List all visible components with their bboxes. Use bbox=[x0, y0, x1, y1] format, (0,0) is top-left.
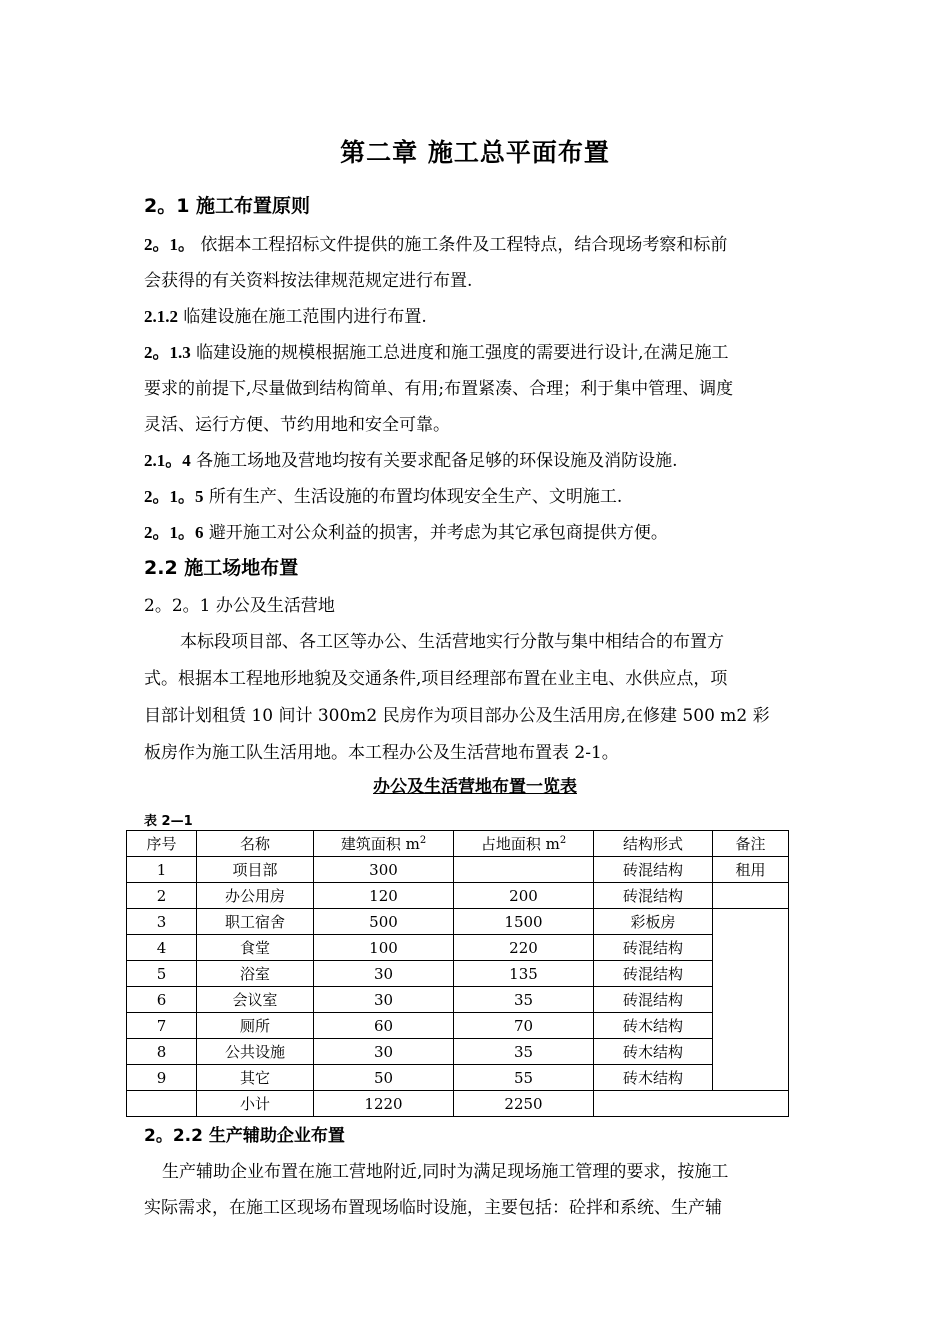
table-cell: 55 bbox=[454, 1065, 594, 1091]
paragraph-text: 临建设施在施工范围内进行布置. bbox=[178, 307, 427, 327]
table-row bbox=[127, 1065, 789, 1091]
table-cell: 砖混结构 bbox=[594, 987, 713, 1013]
table-cell: 职工宿舍 bbox=[197, 909, 314, 935]
table-cell: 厕所 bbox=[197, 1013, 314, 1039]
table-cell: 砖混结构 bbox=[594, 961, 713, 987]
item-number: 2。1。 bbox=[144, 235, 195, 254]
table-cell bbox=[127, 1091, 197, 1117]
paragraph-2-1-1-line-1 bbox=[144, 230, 727, 255]
paragraph-text: 所有生产、生活设施的布置均体现安全生产、文明施工. bbox=[203, 487, 623, 507]
paragraph-2-1-4 bbox=[144, 446, 678, 471]
table-cell: 4 bbox=[127, 935, 197, 961]
table-cell: 砖木结构 bbox=[594, 1013, 713, 1039]
paragraph-text: 各施工场地及营地均按有关要求配备足够的环保设施及消防设施. bbox=[190, 451, 678, 471]
header-cell: 占地面积 $m^2$ bbox=[454, 831, 594, 857]
table-cell bbox=[454, 857, 594, 883]
table-cell: 砖木结构 bbox=[594, 1065, 713, 1091]
table-cell: 30 bbox=[314, 1039, 454, 1065]
paragraph-2-1-3-line-1 bbox=[144, 338, 729, 363]
table-row bbox=[127, 909, 789, 935]
header-cell: 备注 bbox=[713, 831, 789, 857]
table-cell: 9 bbox=[127, 1065, 197, 1091]
paragraph-2-2-2-line-1: 生产辅助企业布置在施工营地附近,同时为满足现场施工管理的要求，按施工 bbox=[162, 1162, 729, 1182]
table-cell: 35 bbox=[454, 987, 594, 1013]
paragraph-2-1-3-line-3: 灵活、运行方便、节约用地和安全可靠。 bbox=[144, 415, 450, 435]
paragraph-2-2-1-line-1: 本标段项目部、各工区等办公、生活营地实行分散与集中相结合的布置方 bbox=[180, 632, 724, 652]
item-number: 2。1.3 bbox=[144, 343, 191, 362]
table-title: 办公及生活营地布置一览表 bbox=[373, 777, 577, 797]
subtotal-label: 小计 bbox=[197, 1091, 314, 1117]
page-title: 第二章 施工总平面布置 bbox=[340, 138, 610, 167]
table-row bbox=[127, 883, 789, 909]
table-row bbox=[127, 961, 789, 987]
header-cell: 序号 bbox=[127, 831, 197, 857]
table-cell: 浴室 bbox=[197, 961, 314, 987]
item-number: 2.1。4 bbox=[144, 451, 191, 470]
subsection-heading-2-2-1: 2。2。1 办公及生活营地 bbox=[144, 596, 335, 616]
header-cell: 建筑面积 $m^2$ bbox=[314, 831, 454, 857]
table-cell: 1 bbox=[127, 857, 197, 883]
table-cell: 100 bbox=[314, 935, 454, 961]
table-header-row bbox=[127, 831, 789, 857]
table-row bbox=[127, 987, 789, 1013]
table-cell: 项目部 bbox=[197, 857, 314, 883]
table-cell: 会议室 bbox=[197, 987, 314, 1013]
table-cell: 300 bbox=[314, 857, 454, 883]
table-cell: 食堂 bbox=[197, 935, 314, 961]
item-number: 2。1。5 bbox=[144, 487, 204, 506]
table-cell: 30 bbox=[314, 987, 454, 1013]
paragraph-2-1-6 bbox=[144, 518, 668, 543]
remarks-merged-cell bbox=[713, 909, 789, 1091]
subtotal-building-area: 1220 bbox=[314, 1091, 454, 1117]
table-cell: 7 bbox=[127, 1013, 197, 1039]
table-cell: 2 bbox=[127, 883, 197, 909]
table-cell: 135 bbox=[454, 961, 594, 987]
paragraph-2-2-2-line-2: 实际需求，在施工区现场布置现场临时设施，主要包括：砼拌和系统、生产辅 bbox=[144, 1198, 722, 1218]
table-cell: 3 bbox=[127, 909, 197, 935]
paragraph-text: 临建设施的规模根据施工总进度和施工强度的需要进行设计,在满足施工 bbox=[190, 343, 729, 363]
paragraph-2-1-1-line-2: 会获得的有关资料按法律规范规定进行布置. bbox=[144, 271, 473, 291]
table-row bbox=[127, 1039, 789, 1065]
paragraph-2-2-1-line-2: 式。根据本工程地形地貌及交通条件,项目经理部布置在业主电、水供应点，项 bbox=[144, 669, 728, 689]
table-cell: 砖混结构 bbox=[594, 883, 713, 909]
table-cell: 其它 bbox=[197, 1065, 314, 1091]
table-cell: 220 bbox=[454, 935, 594, 961]
table-cell: 6 bbox=[127, 987, 197, 1013]
table-cell: 5 bbox=[127, 961, 197, 987]
header-cell: 名称 bbox=[197, 831, 314, 857]
table-cell: 办公用房 bbox=[197, 883, 314, 909]
section-heading-2-1: 2。1 施工布置原则 bbox=[144, 195, 311, 217]
item-number: 2.1.2 bbox=[144, 307, 178, 326]
table-row bbox=[127, 935, 789, 961]
table-cell: 砖混结构 bbox=[594, 857, 713, 883]
table-cell: 35 bbox=[454, 1039, 594, 1065]
table-cell: 500 bbox=[314, 909, 454, 935]
camp-layout-table bbox=[126, 830, 789, 1117]
table-cell: 200 bbox=[454, 883, 594, 909]
table-subtotal-row bbox=[127, 1091, 789, 1117]
paragraph-2-1-5 bbox=[144, 482, 622, 507]
table-cell: 60 bbox=[314, 1013, 454, 1039]
subsection-heading-2-2-2: 2。2.2 生产辅助企业布置 bbox=[144, 1126, 345, 1146]
paragraph-2-2-1-line-4: 板房作为施工队生活用地。本工程办公及生活营地布置表 2-1。 bbox=[144, 743, 619, 763]
table-cell: 彩板房 bbox=[594, 909, 713, 935]
table-cell: 公共设施 bbox=[197, 1039, 314, 1065]
table-number: 表 2—1 bbox=[144, 814, 193, 829]
table-cell: 砖木结构 bbox=[594, 1039, 713, 1065]
table-row bbox=[127, 1013, 789, 1039]
table-row bbox=[127, 857, 789, 883]
header-cell: 结构形式 bbox=[594, 831, 713, 857]
paragraph-text: 避开施工对公众利益的损害，并考虑为其它承包商提供方便。 bbox=[203, 523, 668, 543]
table-cell bbox=[594, 1091, 789, 1117]
table-cell: 30 bbox=[314, 961, 454, 987]
table-cell bbox=[713, 883, 789, 909]
table-cell: 120 bbox=[314, 883, 454, 909]
table-cell: 砖混结构 bbox=[594, 935, 713, 961]
paragraph-2-1-2 bbox=[144, 302, 427, 327]
table-cell: 1500 bbox=[454, 909, 594, 935]
table-cell: 租用 bbox=[713, 857, 789, 883]
item-number: 2。1。6 bbox=[144, 523, 204, 542]
table-cell: 70 bbox=[454, 1013, 594, 1039]
paragraph-2-2-1-line-3: 目部计划租赁 10 间计 300m2 民房作为项目部办公及生活用房,在修建 500 m2 彩 bbox=[144, 706, 770, 726]
paragraph-text: 依据本工程招标文件提供的施工条件及工程特点，结合现场考察和标前 bbox=[195, 235, 728, 255]
section-heading-2-2: 2.2 施工场地布置 bbox=[144, 557, 299, 579]
table-cell: 50 bbox=[314, 1065, 454, 1091]
subtotal-land-area: 2250 bbox=[454, 1091, 594, 1117]
paragraph-2-1-3-line-2: 要求的前提下,尽量做到结构简单、有用;布置紧凑、合理；利于集中管理、调度 bbox=[144, 379, 734, 399]
table-cell: 8 bbox=[127, 1039, 197, 1065]
